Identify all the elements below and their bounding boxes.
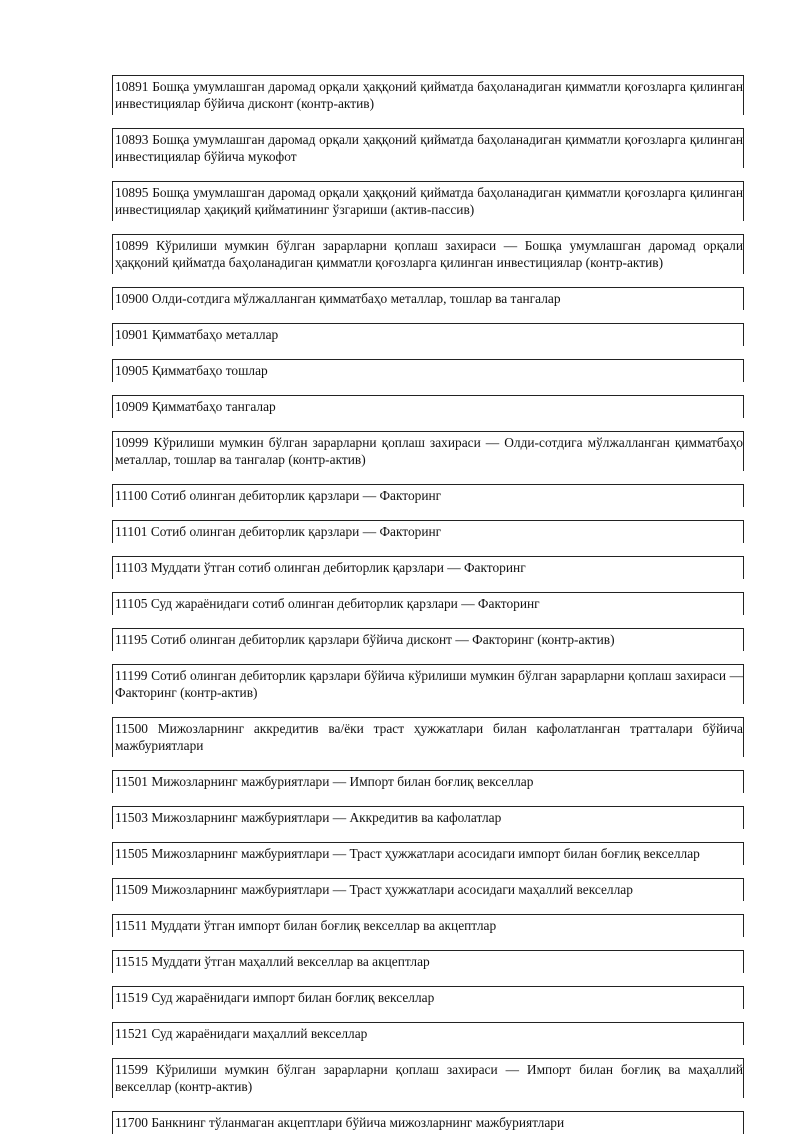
account-entry: 11700 Банкнинг тўланмаган акцептлари бўйича мижозларнинг мажбуриятлари: [112, 1111, 744, 1134]
account-entry: 11199 Сотиб олинган дебиторлик қарзлари бўйича кўрилиши мумкин бўлган зарарларни қоплаш захираси — Факторинг (контр-актив): [112, 664, 744, 704]
account-entry: 11103 Муддати ўтган сотиб олинган дебиторлик қарзлари — Факторинг: [112, 556, 744, 579]
account-entry: 11521 Суд жараёнидаги маҳаллий векселлар: [112, 1022, 744, 1045]
account-entry: 10999 Кўрилиши мумкин бўлган зарарларни қоплаш захираси — Олди-сотдига мўлжалланган қимматбаҳо металлар, тошлар ва тангалар (контр-актив): [112, 431, 744, 471]
account-entry: 11100 Сотиб олинган дебиторлик қарзлари — Факторинг: [112, 484, 744, 507]
account-entry: 11511 Муддати ўтган импорт билан боғлиқ векселлар ва акцептлар: [112, 914, 744, 937]
account-entry: 11505 Мижозларнинг мажбуриятлари — Траст ҳужжатлари асосидаги импорт билан боғлиқ векселлар: [112, 842, 744, 865]
account-entry: 10905 Қимматбаҳо тошлар: [112, 359, 744, 382]
account-entry: 10893 Бошқа умумлашган даромад орқали ҳаққоний қийматда баҳоланадиган қимматли қоғозларга қилинган инвестициялар бўйича мукофот: [112, 128, 744, 168]
account-entry: 10900 Олди-сотдига мўлжалланган қимматбаҳо металлар, тошлар ва тангалар: [112, 287, 744, 310]
account-entry: 10901 Қимматбаҳо металлар: [112, 323, 744, 346]
account-entry: 11500 Мижозларнинг аккредитив ва/ёки траст ҳужжатлари билан кафолатланган тратталари бўйича мажбуриятлари: [112, 717, 744, 757]
account-entry: 10895 Бошқа умумлашган даромад орқали ҳаққоний қийматда баҳоланадиган қимматли қоғозларга қилинган инвестициялар ҳақиқий қийматининг ўзгариши (актив-пассив): [112, 181, 744, 221]
account-entry: 11515 Муддати ўтган маҳаллий векселлар ва акцептлар: [112, 950, 744, 973]
account-entry: 11195 Сотиб олинган дебиторлик қарзлари бўйича дисконт — Факторинг (контр-актив): [112, 628, 744, 651]
account-list: [112, 75, 744, 1147]
account-entry: 11503 Мижозларнинг мажбуриятлари — Аккредитив ва кафолатлар: [112, 806, 744, 829]
account-entry: 11101 Сотиб олинган дебиторлик қарзлари — Факторинг: [112, 520, 744, 543]
account-entry: 11105 Суд жараёнидаги сотиб олинган дебиторлик қарзлари — Факторинг: [112, 592, 744, 615]
account-entry: 11599 Кўрилиши мумкин бўлган зарарларни қоплаш захираси — Импорт билан боғлиқ ва маҳаллий векселлар (контр-актив): [112, 1058, 744, 1098]
account-entry: 10899 Кўрилиши мумкин бўлган зарарларни қоплаш захираси — Бошқа умумлашган даромад орқали ҳаққоний қийматда баҳоланадиган қимматли қоғозларга қилинган инвестициялар (контр-актив): [112, 234, 744, 274]
account-entry: 10909 Қимматбаҳо тангалар: [112, 395, 744, 418]
account-entry: 10891 Бошқа умумлашган даромад орқали ҳаққоний қийматда баҳоланадиган қимматли қоғозларга қилинган инвестициялар бўйича дисконт (контр-актив): [112, 75, 744, 115]
account-entry: 11501 Мижозларнинг мажбуриятлари — Импорт билан боғлиқ векселлар: [112, 770, 744, 793]
account-entry: 11509 Мижозларнинг мажбуриятлари — Траст ҳужжатлари асосидаги маҳаллий векселлар: [112, 878, 744, 901]
account-entry: 11519 Суд жараёнидаги импорт билан боғлиқ векселлар: [112, 986, 744, 1009]
